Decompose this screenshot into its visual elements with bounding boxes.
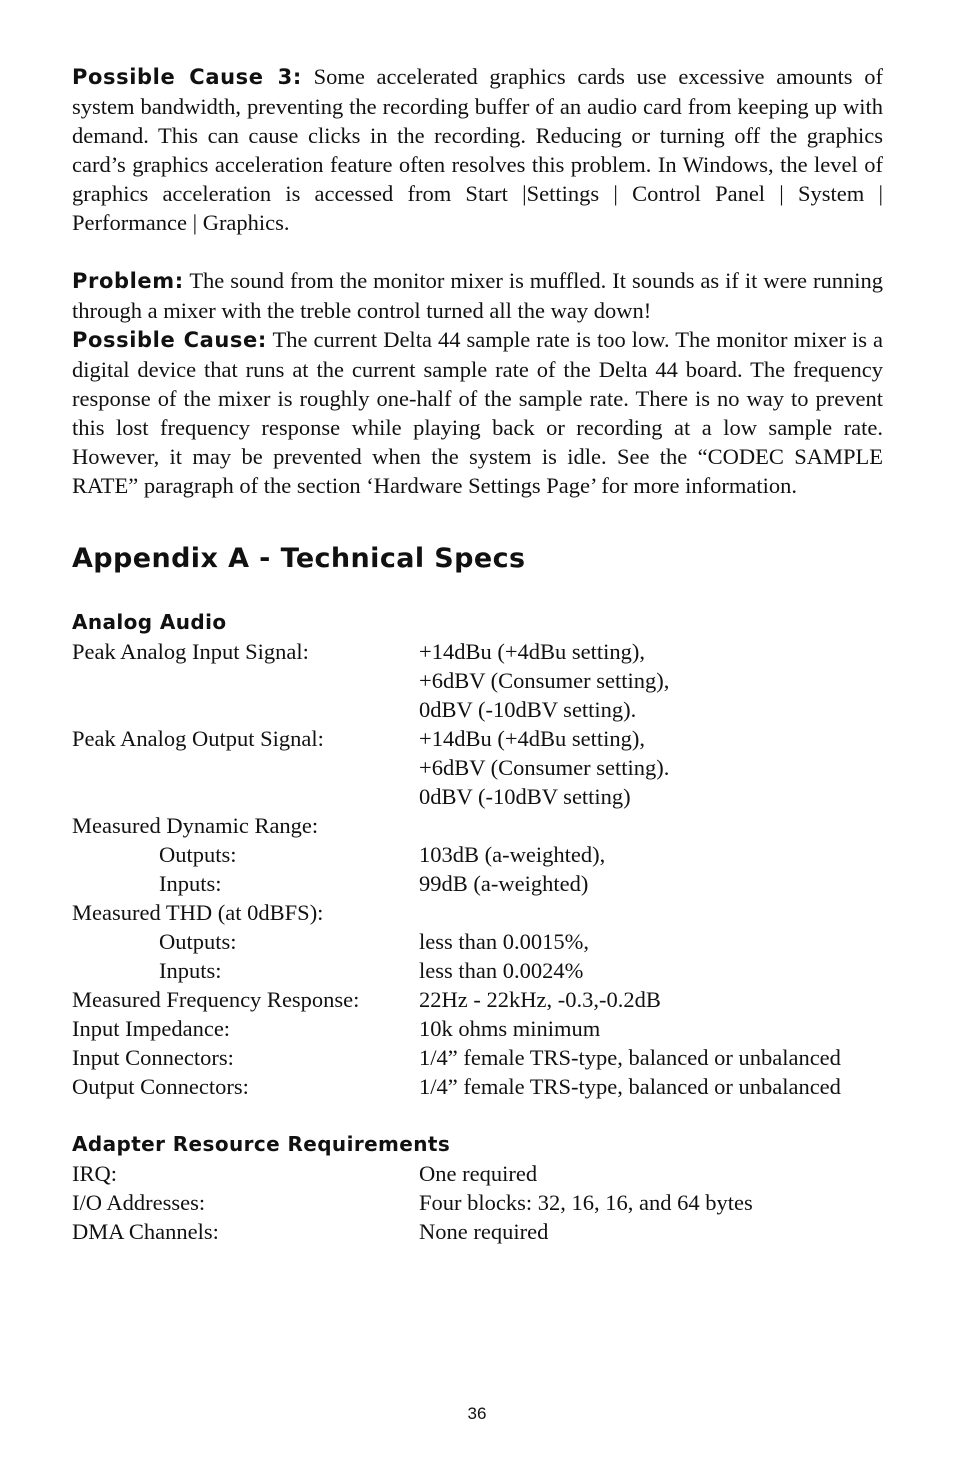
spec-row — [72, 927, 883, 956]
spec-value: 1/4” female TRS-type, balanced or unbalanced — [419, 1045, 841, 1070]
spec-row — [72, 753, 883, 782]
appendix-title: Appendix A - Technical Specs — [72, 543, 526, 574]
adapter-specs-table — [72, 1159, 883, 1246]
analog-audio-heading: Analog Audio — [72, 610, 227, 634]
spec-label: Outputs: — [159, 842, 237, 867]
spec-value: Four blocks: 32, 16, 16, and 64 bytes — [419, 1190, 753, 1215]
spec-value: None required — [419, 1219, 549, 1244]
spec-label: Peak Analog Input Signal: — [72, 639, 309, 664]
spec-label: Measured Dynamic Range: — [72, 813, 319, 838]
spacer — [72, 237, 883, 266]
spec-label: IRQ: — [72, 1161, 117, 1186]
spec-row — [72, 985, 883, 1014]
spec-label: Inputs: — [159, 958, 222, 983]
spec-row — [72, 1159, 883, 1188]
spec-row — [72, 811, 883, 840]
possible-cause-paragraph — [72, 325, 883, 500]
problem-heading: Problem: — [72, 269, 184, 293]
spec-row — [72, 782, 883, 811]
spec-row — [72, 1188, 883, 1217]
spec-label: Input Connectors: — [72, 1045, 234, 1070]
spec-value: One required — [419, 1161, 538, 1186]
spec-label: Peak Analog Output Signal: — [72, 726, 324, 751]
spec-value — [419, 898, 883, 927]
page-number: 36 — [467, 1404, 487, 1423]
spec-label: Outputs: — [159, 929, 237, 954]
spec-row — [72, 898, 883, 927]
spec-value: less than 0.0024% — [419, 958, 584, 983]
spec-value: +6dBV (Consumer setting), — [419, 668, 670, 693]
spec-row — [72, 724, 883, 753]
problem-text: The sound from the monitor mixer is muffled. It sounds as if it were running through a mixer with the treble control turned all the way down! — [72, 268, 884, 323]
spec-row — [72, 1014, 883, 1043]
spec-label — [72, 753, 419, 782]
spec-value: +14dBu (+4dBu setting), — [419, 639, 645, 664]
possible-cause-text: The current Delta 44 sample rate is too low. The monitor mixer is a digital device that runs at the current sample rate of the Delta 44 board. The frequency response of the mixer is roughly one-half of the sample rate. There is no way to prevent this lost frequency response while playing back or recording at a low sample rate. However, it may be prevented when the system is idle. See the “CODEC SAMPLE RATE” paragraph of the section ‘Hardware Settings Page’ for more information. — [72, 327, 883, 498]
spec-value: 0dBV (-10dBV setting) — [419, 784, 631, 809]
spec-row — [72, 637, 883, 666]
spec-label — [72, 666, 419, 695]
spec-value: 103dB (a-weighted), — [419, 842, 606, 867]
spec-label: Measured THD (at 0dBFS): — [72, 900, 324, 925]
spec-value: 22Hz - 22kHz, -0.3,-0.2dB — [419, 987, 661, 1012]
spec-row — [72, 840, 883, 869]
spec-label: DMA Channels: — [72, 1219, 219, 1244]
spec-row — [72, 1072, 883, 1101]
analog-specs-table — [72, 637, 883, 1101]
spec-value — [419, 811, 883, 840]
spec-row — [72, 1043, 883, 1072]
spec-row — [72, 1217, 883, 1246]
spec-label: I/O Addresses: — [72, 1190, 206, 1215]
spec-row — [72, 666, 883, 695]
spec-value: +6dBV (Consumer setting). — [419, 755, 670, 780]
spec-label — [72, 695, 419, 724]
adapter-resources-heading: Adapter Resource Requirements — [72, 1132, 451, 1156]
spec-value: 1/4” female TRS-type, balanced or unbalanced — [419, 1074, 841, 1099]
spec-label: Output Connectors: — [72, 1074, 249, 1099]
spec-label: Inputs: — [159, 871, 222, 896]
spacer — [72, 574, 883, 608]
spec-label: Measured Frequency Response: — [72, 987, 360, 1012]
spec-value: 0dBV (-10dBV setting). — [419, 697, 637, 722]
spec-value: 99dB (a-weighted) — [419, 871, 589, 896]
spec-value: +14dBu (+4dBu setting), — [419, 726, 645, 751]
possible-cause-3-paragraph — [72, 62, 883, 237]
document-page — [72, 62, 883, 1246]
problem-paragraph — [72, 266, 883, 325]
spec-value: 10k ohms minimum — [419, 1016, 601, 1041]
spec-row — [72, 869, 883, 898]
spacer — [72, 500, 883, 543]
spec-row — [72, 956, 883, 985]
spec-label: Input Impedance: — [72, 1016, 231, 1041]
possible-cause-3-text: Some accelerated graphics cards use excessive amounts of system bandwidth, preventing the recording buffer of an audio card from keeping up with demand. This can cause clicks in the recording. Reducing or turning off the graphics card’s graphics acceleration feature often resolves this problem. In Windows, the level of graphics acceleration is accessed from Start |Settings | Control Panel | System | Performance | Graphics. — [72, 64, 883, 235]
spec-label — [72, 782, 419, 811]
spec-row — [72, 695, 883, 724]
spacer — [72, 1101, 883, 1130]
possible-cause-3-heading: Possible Cause 3: — [72, 65, 302, 89]
spec-value: less than 0.0015%, — [419, 929, 589, 954]
possible-cause-heading: Possible Cause: — [72, 328, 267, 352]
